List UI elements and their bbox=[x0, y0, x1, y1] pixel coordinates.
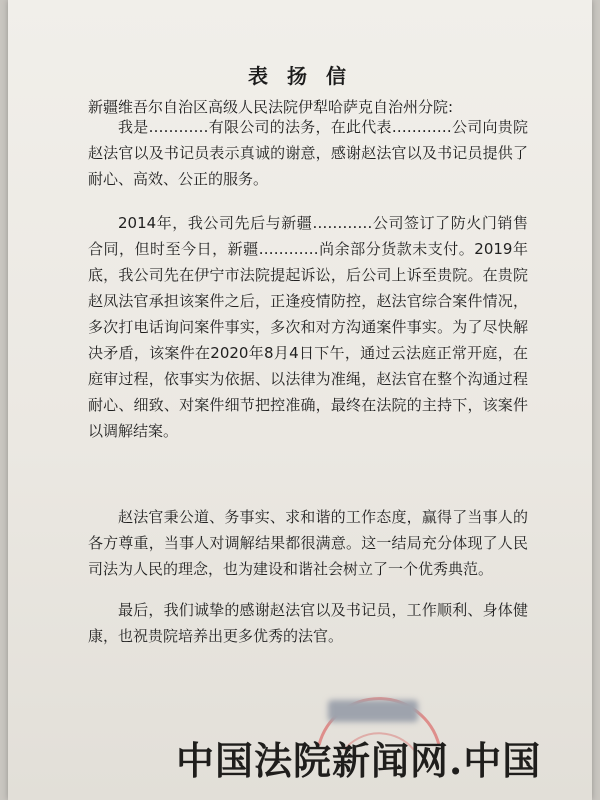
watermark-text: 中国法院新闻网.中国 bbox=[176, 738, 542, 783]
signature-redacted bbox=[328, 700, 418, 722]
paragraph-closing: 最后，我们诚挚的感谢赵法官以及书记员，工作顺利、身体健康，也祝贵院培养出更多优秀的法官。 bbox=[88, 601, 528, 645]
paragraph-praise: 赵法官秉公道、务事实、求和谐的工作态度，赢得了当事人的各方尊重，当事人对调解结果都很满意。这一结局充分体现了人民司法为人民的理念，也为建设和谐社会树立了一个优秀典范。 bbox=[88, 508, 528, 578]
letter-title: 表 扬 信 bbox=[248, 64, 352, 88]
letter-addressee: 新疆维吾尔自治区高级人民法院伊犁哈萨克自治州分院: bbox=[88, 98, 454, 116]
letter-paper bbox=[8, 0, 592, 800]
paragraph-case-details: 2014年，我公司先后与新疆…………公司签订了防火门销售合同，但时至今日，新疆…………尚余部分货款未支付。2019年底，我公司先在伊宁市法院提起诉讼，后公司上诉至贵院。在贵院赵凤法官承担该案件之后，正逢疫情防控，赵法官综合案件情况，多次打电话询问案件事实，多次和对方沟通案件事实。为了尽快解决矛盾，该案件在2020年8月4日下午，通过云法庭正常开庭，在庭审过程，依事实为依据、以法律为准绳，赵法官在整个沟通过程耐心、细致、对案件细节把控准确，最终在法院的主持下，该案件以调解结案。 bbox=[88, 214, 528, 440]
paragraph-intro: 我是…………有限公司的法务，在此代表…………公司向贵院赵法官以及书记员表示真诚的谢意，感谢赵法官以及书记员提供了耐心、高效、公正的服务。 bbox=[88, 118, 528, 188]
